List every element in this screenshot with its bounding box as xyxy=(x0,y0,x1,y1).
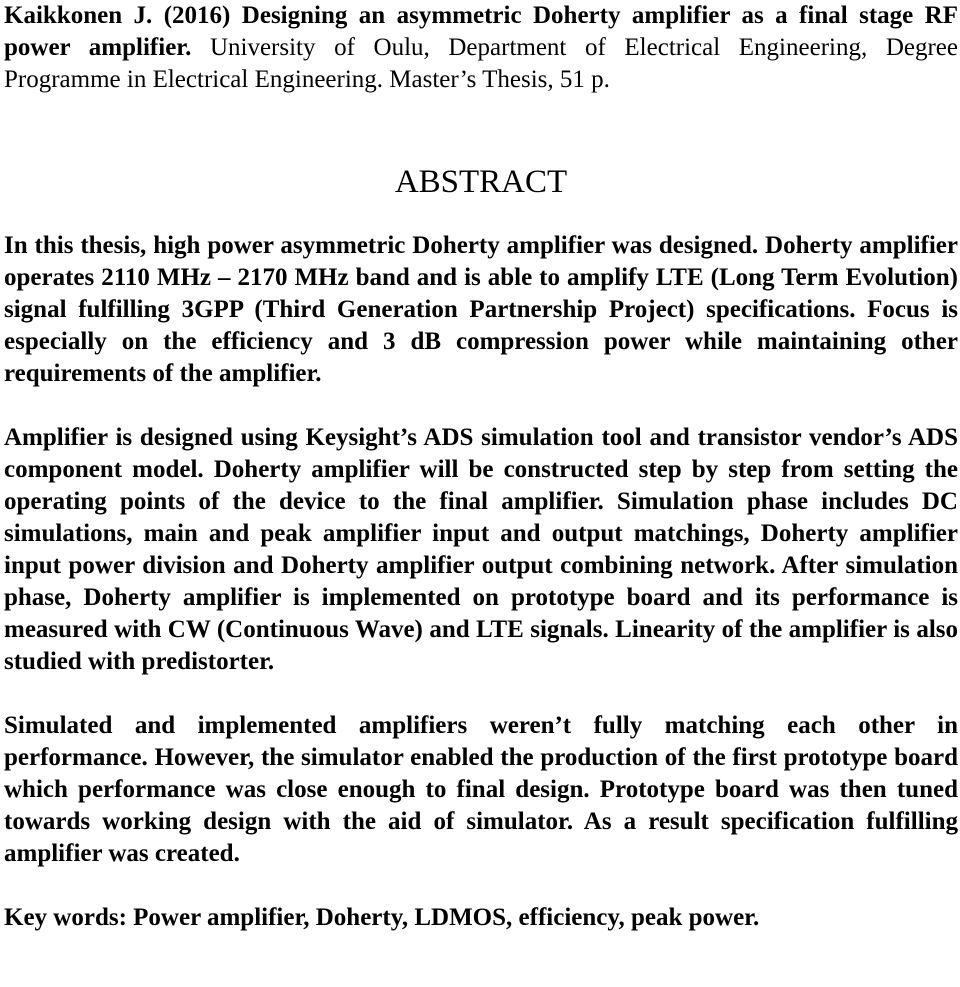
citation-title: Kaikkonen J. (2016) Designing an asymmetric Doherty amplifier as a final stage RF power amplifier. xyxy=(4,2,958,61)
keywords: Key words: Power amplifier, Doherty, LDMOS, efficiency, peak power. xyxy=(4,904,760,931)
citation xyxy=(4,0,958,96)
abstract-paragraph-2: Amplifier is designed using Keysight’s ADS simulation tool and transistor vendor’s ADS component model. Doherty amplifier will be constructed step by step from setting the operating points of the device to the final amplifier. Simulation phase includes DC simulations, main and peak amplifier input and output matchings, Doherty amplifier input power division and Doherty amplifier output combining network. After simulation phase, Doherty amplifier is implemented on prototype board and its performance is measured with CW (Continuous Wave) and LTE signals. Linearity of the amplifier is also studied with predistorter. xyxy=(4,424,958,675)
abstract-heading: ABSTRACT xyxy=(394,164,568,200)
abstract-paragraph-1: In this thesis, high power asymmetric Doherty amplifier was designed. Doherty amplifier operates 2110 MHz – 2170 MHz band and is able to amplify LTE (Long Term Evolution) signal fulfilling 3GPP (Third Generation Partnership Project) specifications. Focus is especially on the efficiency and 3 dB compression power while maintaining other requirements of the amplifier. xyxy=(4,232,958,387)
citation-details: University of Oulu, Department of Electrical Engineering, Degree Programme in Electrical Engineering. Master’s Thesis, 51 p. xyxy=(4,34,958,93)
document-page xyxy=(4,0,958,934)
abstract-paragraph-3: Simulated and implemented amplifiers weren’t fully matching each other in performance. However, the simulator enabled the production of the first prototype board which performance was close enough to final design. Prototype board was then tuned towards working design with the aid of simulator. As a result specification fulfilling amplifier was created. xyxy=(4,712,958,867)
